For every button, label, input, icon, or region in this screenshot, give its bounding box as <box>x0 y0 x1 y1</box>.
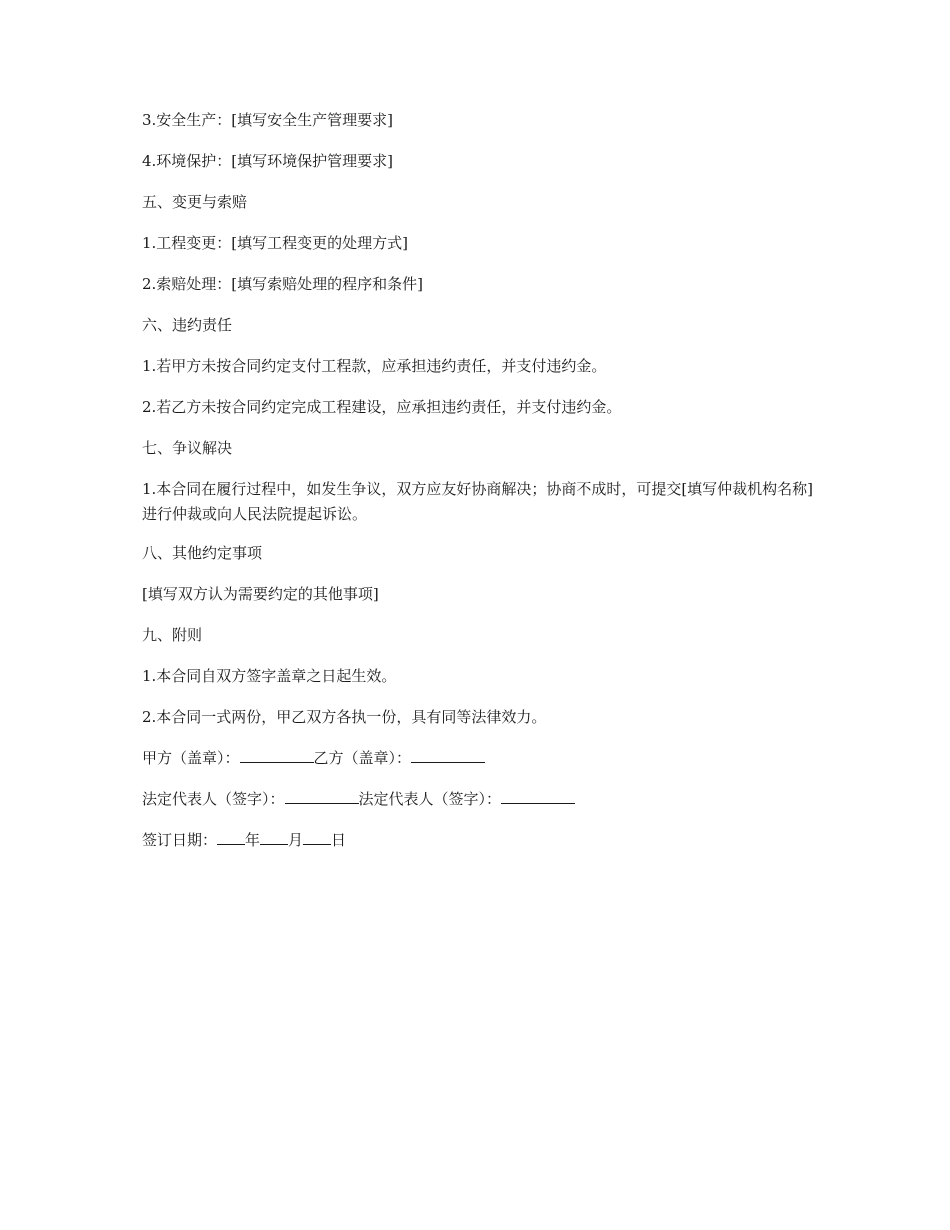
day-blank <box>303 828 331 845</box>
date-line <box>142 828 822 853</box>
party-b-rep-blank <box>501 787 575 804</box>
clause-dispute-resolution: 1.本合同在履行过程中，如发生争议，双方应友好协商解决；协商不成时，可提交[填写仲裁机构名称]进行仲裁或向人民法院提起诉讼。 <box>142 480 814 523</box>
clause-effective: 1.本合同自双方签字盖章之日起生效。 <box>142 667 397 685</box>
clause-environment: 4.环境保护：[填写环境保护管理要求] <box>142 152 394 170</box>
party-b-rep-label: 法定代表人（签字）： <box>358 790 502 808</box>
section-heading-disputes: 七、争议解决 <box>142 439 233 457</box>
month-blank <box>260 828 288 845</box>
year-blank <box>217 828 245 845</box>
clause-claims: 2.索赔处理：[填写索赔处理的程序和条件] <box>142 275 424 293</box>
month-label: 月 <box>288 831 304 849</box>
section-heading-liability: 六、违约责任 <box>142 316 233 334</box>
party-a-seal-label: 甲方（盖章）： <box>142 749 240 767</box>
party-a-seal-blank <box>240 746 314 763</box>
party-a-rep-blank <box>285 787 359 804</box>
date-label: 签订日期： <box>142 831 218 849</box>
year-label: 年 <box>245 831 261 849</box>
party-a-rep-label: 法定代表人（签字）： <box>142 790 285 808</box>
clause-copies: 2.本合同一式两份，甲乙双方各执一份，具有同等法律效力。 <box>142 708 547 726</box>
party-b-seal-blank <box>411 746 485 763</box>
clause-engineering-change: 1.工程变更：[填写工程变更的处理方式] <box>142 234 409 252</box>
clause-party-a-liability: 1.若甲方未按合同约定支付工程款，应承担违约责任，并支付违约金。 <box>142 357 607 375</box>
clause-safety: 3.安全生产：[填写安全生产管理要求] <box>142 111 394 129</box>
contract-page <box>142 108 822 869</box>
section-heading-supplementary: 九、附则 <box>142 626 203 644</box>
section-heading-changes: 五、变更与索赔 <box>142 193 248 211</box>
seal-line <box>142 746 822 771</box>
representative-line <box>142 787 822 812</box>
day-label: 日 <box>331 831 347 849</box>
party-b-seal-label: 乙方（盖章）： <box>313 749 412 767</box>
clause-other-matters: [填写双方认为需要约定的其他事项] <box>142 585 379 603</box>
section-heading-other: 八、其他约定事项 <box>142 544 263 562</box>
clause-party-b-liability: 2.若乙方未按合同约定完成工程建设，应承担违约责任，并支付违约金。 <box>142 398 622 416</box>
